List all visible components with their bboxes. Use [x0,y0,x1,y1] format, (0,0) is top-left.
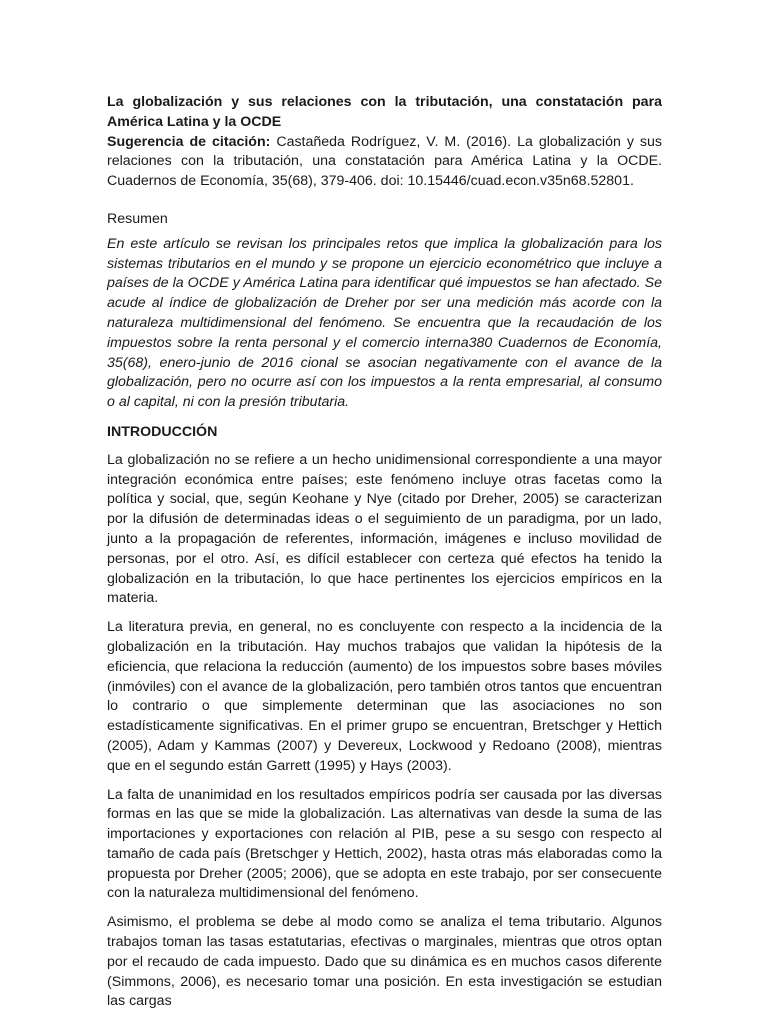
abstract-text: En este artículo se revisan los principales retos que implica la globalización para los sistemas tributarios en el mundo y se propone un ejercicio econométrico que incluye a países de la OCDE y América Latina para identificar qué impuestos se han afectado. Se acude al índice de globalización de Dreher por ser una medición más acorde con la naturaleza multidimensional del fenómeno. Se encuentra que la recaudación de los impuestos sobre la renta personal y el comercio interna380 Cuadernos de Economía, 35(68), enero-junio de 2016 cional se asocian negativamente con el avance de la globalización, pero no ocurre así con los impuestos a la renta empresarial, al consumo o al capital, ni con la presión tributaria. [107,235,662,411]
document-page [107,93,662,1021]
body-paragraph-1: La globalización no se refiere a un hecho unidimensional correspondiente a una mayor integración económica entre países; este fenómeno incluye otras facetas como la política y social, que, según Keohane y Nye (citado por Dreher, 2005) se caracterizan por la difusión de determinadas ideas o el seguimiento de un paradigma, por un lado, junto a la propagación de referentes, información, imágenes e incluso movilidad de personas, por el otro. Así, es difícil establecer con certeza qué efectos ha tenido la globalización en la tributación, lo que hace pertinentes los ejercicios empíricos en la materia. [107,451,662,607]
body-paragraph-4: Asimismo, el problema se debe al modo como se analiza el tema tributario. Algunos trabajos toman las tasas estatutarias, efectivas o marginales, mientras que otros optan por el recaudo de cada impuesto. Dado que su dinámica es en muchos casos diferente (Simmons, 2006), es necesario tomar una posición. En esta investigación se estudian las cargas [107,914,662,1010]
body-paragraph-3: La falta de unanimidad en los resultados empíricos podría ser causada por las diversas formas en las que se mide la globalización. Las alternativas van desde la suma de las importaciones y exportaciones con relación al PIB, pese a su sesgo con respecto al tamaño de cada país (Bretschger y Hettich, 2002), hasta otras más elaboradas como la propuesta por Dreher (2005; 2006), que se adopta en este trabajo, por ser consecuente con la naturaleza multidimensional del fenómeno. [107,786,662,902]
article-title: La globalización y sus relaciones con la tributación, una constatación para América Latina y la OCDE [107,94,662,130]
abstract-heading: Resumen [107,210,168,227]
citation-text: Castañeda Rodríguez, V. M. (2016). La globalización y sus relaciones con la tributación, una constatación para América Latina y la OCDE. Cuadernos de Economía, 35(68), 379-406. doi: 10.15446/cuad.econ.v35n68.52801. [107,133,662,190]
introduction-heading: INTRODUCCIÓN [107,423,218,440]
body-paragraph-2: La literatura previa, en general, no es concluyente con respecto a la incidencia de la globalización en la tributación. Hay muchos trabajos que validan la hipótesis de la eficiencia, que relaciona la reducción (aumento) de los impuestos sobre bases móviles (inmóviles) con el avance de la globalización, pero también otros tantos que encuentran lo contrario o que simplemente determinan que las asociaciones no son estadísticamente significativas. En el primer grupo se encuentran, Bretschger y Hettich (2005), Adam y Kammas (2007) y Devereux, Lockwood y Redoano (2008), mientras que en el segundo están Garrett (1995) y Hays (2003). [107,619,662,774]
citation-label: Sugerencia de citación: [107,133,271,150]
citation-suggestion [107,133,662,192]
